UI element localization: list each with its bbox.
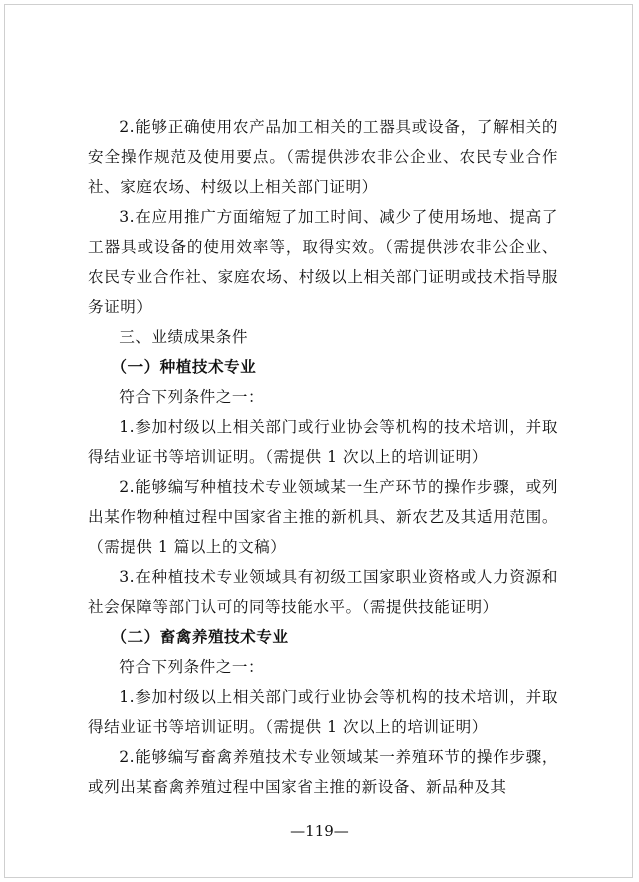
page-number: —119— — [290, 822, 349, 840]
document-body — [88, 112, 558, 802]
paragraph: 符合下列条件之一： — [119, 658, 265, 676]
list-item: 3.在种植技术专业领域具有初级工国家职业资格或人力资源和社会保障等部门认可的同等技能水平。（需提供技能证明） — [88, 568, 558, 616]
list-item: 1.参加村级以上相关部门或行业协会等机构的技术培训，并取得结业证书等培训证明。（需提供 1 次以上的培训证明） — [88, 688, 558, 736]
section-heading: 三、业绩成果条件 — [119, 328, 248, 346]
list-item: 1.参加村级以上相关部门或行业协会等机构的技术培训，并取得结业证书等培训证明。（需提供 1 次以上的培训证明） — [88, 418, 558, 466]
list-item: 2.能够编写种植技术专业领域某一生产环节的操作步骤，或列出某作物种植过程中国家省主推的新机具、新农艺及其适用范围。（需提供 1 篇以上的文稿） — [88, 478, 558, 556]
paragraph: 2.能够正确使用农产品加工相关的工器具或设备，了解相关的安全操作规范及使用要点。（需提供涉农非公企业、农民专业合作社、家庭农场、村级以上相关部门证明） — [88, 118, 558, 196]
paragraph: 符合下列条件之一： — [119, 388, 265, 406]
subsection-heading-planting: （一）种植技术专业 — [111, 358, 257, 376]
paragraph: 3.在应用推广方面缩短了加工时间、减少了使用场地、提高了工器具或设备的使用效率等，取得实效。（需提供涉农非公企业、农民专业合作社、家庭农场、村级以上相关部门证明或技术指导服务证明） — [88, 208, 558, 316]
subsection-heading-livestock: （二）畜禽养殖技术专业 — [111, 628, 289, 646]
list-item: 2.能够编写畜禽养殖技术专业领域某一养殖环节的操作步骤，或列出某畜禽养殖过程中国家省主推的新设备、新品种及其 — [88, 748, 558, 796]
